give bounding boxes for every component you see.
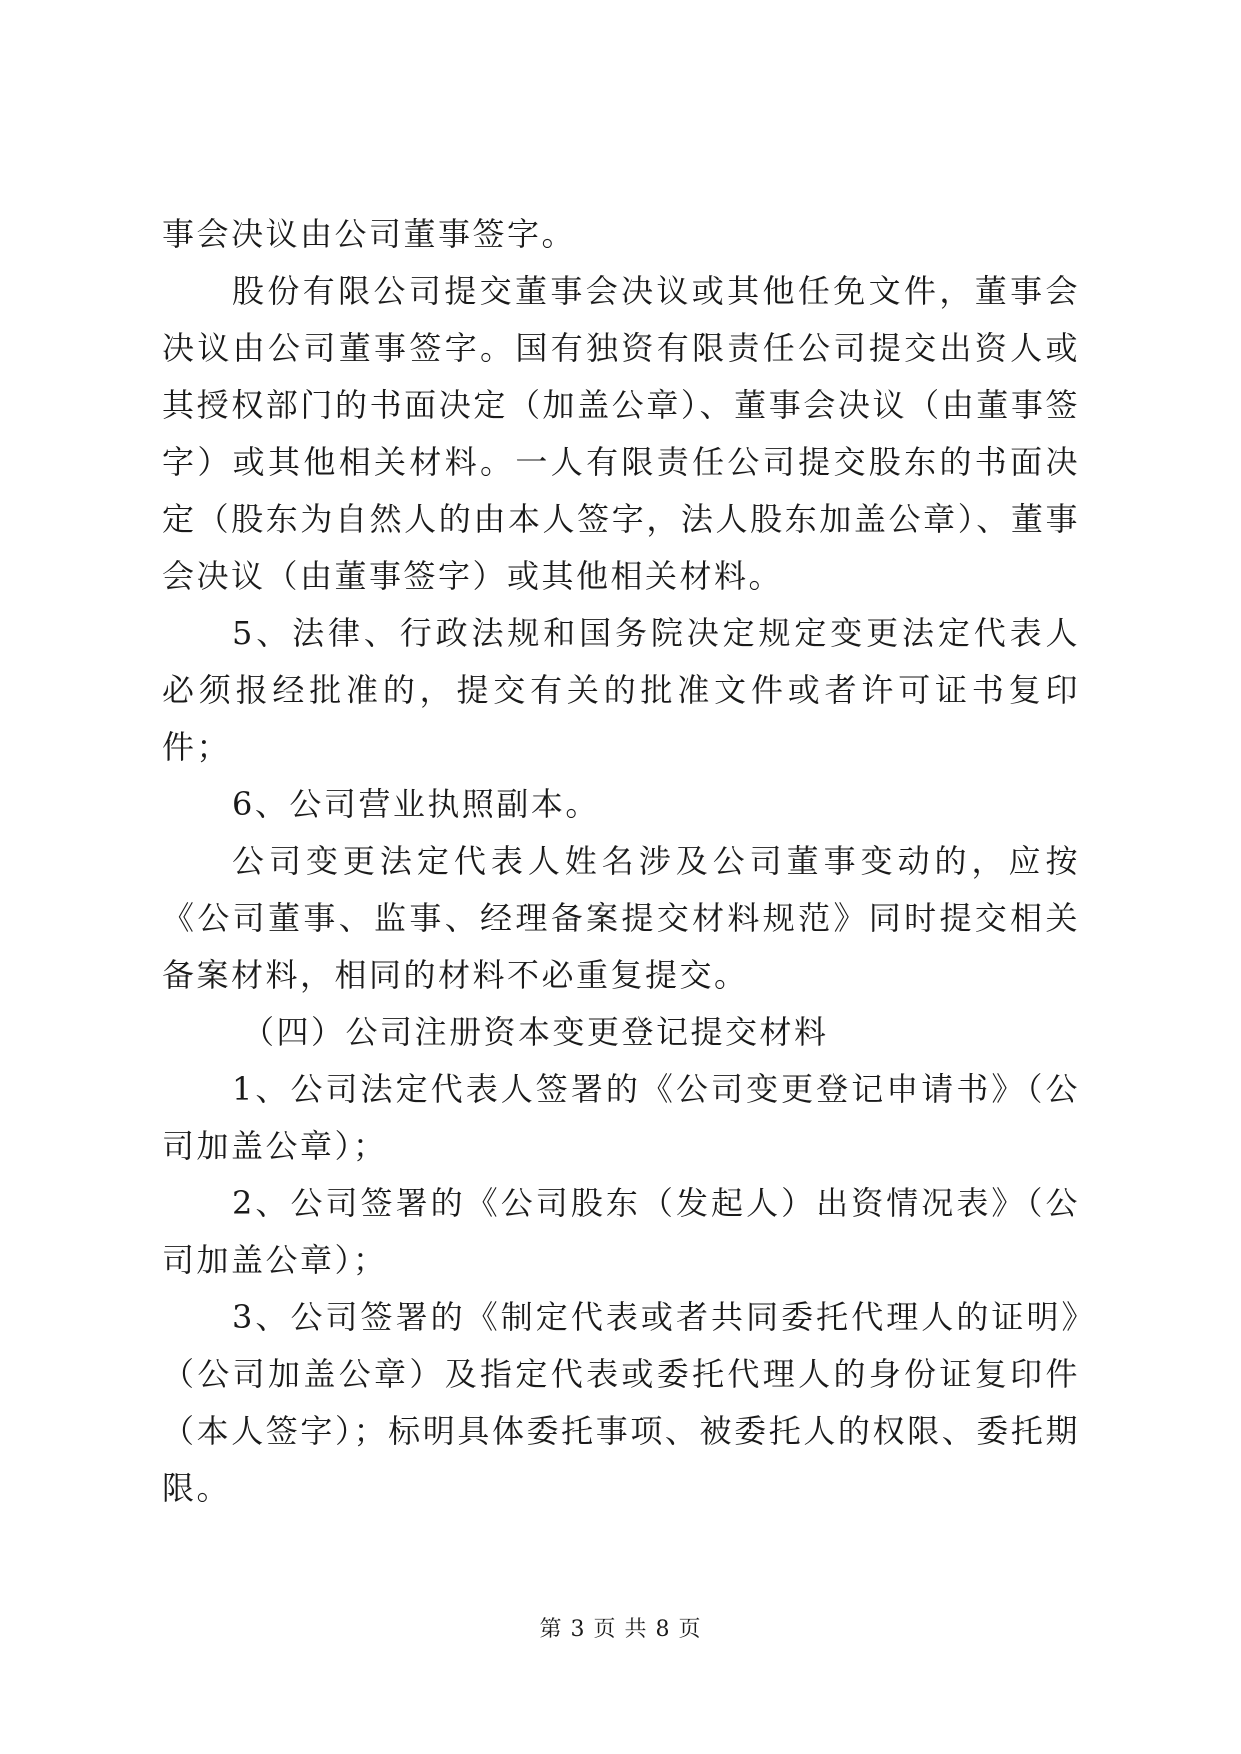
paragraph-item-6: 6、公司营业执照副本。: [232, 785, 600, 823]
paragraph-item-5: 5、法律、行政法规和国务院决定规定变更法定代表人必须报经批准的，提交有关的批准文件或者许可证书复印件；: [162, 614, 1080, 766]
paragraph-joint-stock-company: 股份有限公司提交董事会决议或其他任免文件，董事会决议由公司董事签字。国有独资有限责任公司提交出资人或其授权部门的书面决定（加盖公章）、董事会决议（由董事签字）或其他相关材料。一人有限责任公司提交股东的书面决定（股东为自然人的由本人签字，法人股东加盖公章）、董事会决议（由董事签字）或其他相关材料。: [162, 272, 1080, 595]
paragraph-item-2: 2、公司签署的《公司股东（发起人）出资情况表》（公司加盖公章）；: [162, 1184, 1080, 1279]
paragraph-continuation: 事会决议由公司董事签字。: [162, 215, 577, 253]
paragraph-item-1: 1、公司法定代表人签署的《公司变更登记申请书》（公司加盖公章）；: [162, 1070, 1080, 1165]
page-footer: 第 3 页 共 8 页: [539, 1617, 702, 1642]
section-heading-4: （四）公司注册资本变更登记提交材料: [242, 1013, 829, 1051]
paragraph-item-3: 3、公司签署的《制定代表或者共同委托代理人的证明》（公司加盖公章）及指定代表或委托代理人的身份证复印件（本人签字）；标明具体委托事项、被委托人的权限、委托期限。: [162, 1298, 1080, 1507]
document-body: [162, 206, 1080, 1517]
paragraph-director-change-note: 公司变更法定代表人姓名涉及公司董事变动的，应按《公司董事、监事、经理备案提交材料规范》同时提交相关备案材料，相同的材料不必重复提交。: [162, 842, 1080, 994]
